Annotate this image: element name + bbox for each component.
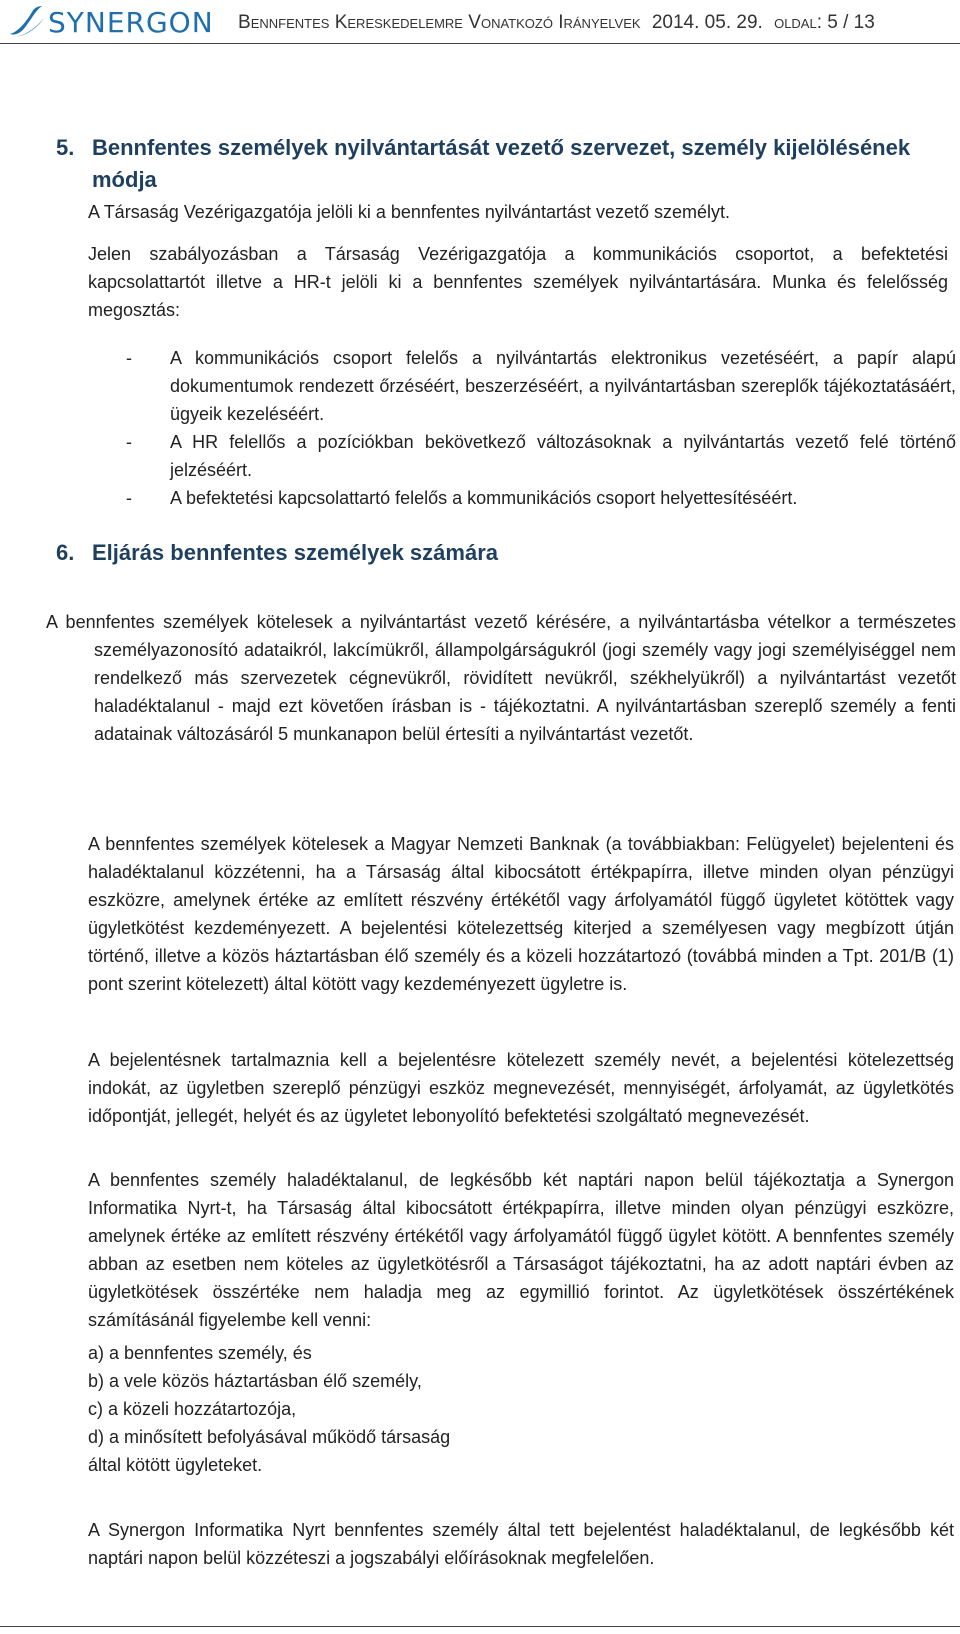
section-title: Eljárás bennfentes személyek számára: [92, 540, 499, 565]
paragraph: A Synergon Informatika Nyrt bennfentes személy által tett bejelentést haladéktalanul, de legkésőbb két naptári napon belül közzéteszi a jogszabályi előírásoknak megfelelően.: [88, 1520, 954, 1568]
title-word-3: onatkozó: [480, 12, 559, 33]
list-item: [126, 344, 956, 428]
paragraph: A bennfentes személyek kötelesek a nyilvántartást vezető kérésére, a nyilvántartásba vételkor a természetes személyazonosító adataikról, lakcímükről, állampolgárságukról (jogi személy vagy jogi személyiséggel nem rendelkező más szervezetek cégnevükről, rövidített nevükről, székhelyükről) a nyilvántartást vezetőt haladéktalanul - majd ezt követően írásban is - tájékoztatni. A nyilvántartásban szereplő személy a fenti adatainak változásáról 5 munkanapon belül értesíti a nyilvántartást vezetőt.: [46, 612, 956, 744]
list-item-text: A HR felellős a pozíciókban bekövetkező változásoknak a nyilvántartás vezető felé történő jelzéséért.: [170, 432, 956, 480]
paragraph: Jelen szabályozásban a Társaság Vezérigazgatója a kommunikációs csoportot, a befektetési kapcsolattartót illetve a HR-t jelöli ki a bennfentes személyek nyilvántartására. Munka és felelősség megosztás:: [88, 244, 948, 320]
section-title-line1: Bennfentes személyek nyilvántartását vezető szervezet, személy kijelölésének: [92, 135, 911, 160]
transaction-list: [88, 1339, 450, 1479]
list-dash: -: [126, 432, 132, 452]
list-item: [126, 428, 956, 484]
title-word-1: ennfentes: [250, 12, 335, 33]
paragraph: A Társaság Vezérigazgatója jelöli ki a bennfentes nyilvántartást vezető személyt.: [88, 202, 731, 222]
list-dash: -: [126, 488, 132, 508]
title-word-2: ereskedelemre: [347, 12, 469, 33]
list-item: által kötött ügyleteket.: [88, 1455, 263, 1475]
list-item: d) a minősített befolyásával működő társaság: [88, 1427, 451, 1447]
list-item-text: A kommunikációs csoport felelős a nyilvántartás elektronikus vezetéséért, a papír alapú dokumentumok rendezett őrzéséért, beszerzéséért, a nyilvántartásban szereplők tájékoztatásáért, ügyeik kezeléséért.: [170, 348, 956, 424]
section-number: 6.: [56, 540, 75, 565]
responsibility-list: [126, 344, 956, 512]
list-item: c) a közeli hozzátartozója,: [88, 1399, 297, 1419]
header-date: 2014. 05. 29.: [651, 12, 763, 33]
list-item: [126, 484, 956, 512]
list-dash: -: [126, 348, 132, 368]
section-title-line2: módja: [92, 167, 157, 192]
page-number: 5 / 13: [827, 12, 875, 33]
title-initial-i: I: [558, 12, 564, 33]
section-6-heading: [56, 540, 498, 566]
title-initial-v: V: [468, 12, 481, 33]
list-item: b) a vele közös háztartásban élő személy,: [88, 1371, 422, 1391]
section-number: 5.: [56, 135, 75, 160]
page-header: [0, 0, 960, 44]
list-item-text: A befektetési kapcsolattartó felelős a kommunikációs csoport helyettesítéséért.: [170, 488, 798, 508]
paragraph: A bennfentes személyek kötelesek a Magyar Nemzeti Banknak (a továbbiakban: Felügyelet) bejelenteni és haladéktalanul közzétenni, ha a Társaság által kibocsátott értékpapírra, illetve minden olyan pénzügyi eszközre, amelynek értéke az említett részvény értékétől vagy árfolyamától függő ügyletet kötöttek vagy ügyletkötést kezdeményezett. A bejelentési kötelezettség kiterjed a személyesen vagy megbízott útján történő, illetve a közös háztartásban élő személy és a közeli hozzátartozó (továbbá minden a Tpt. 201/B (1) pont szerint kötelezett) által kötött vagy kezdeményezett ügyletre is.: [88, 834, 954, 994]
company-logo: [6, 4, 214, 40]
title-initial-k: K: [334, 12, 348, 33]
synergon-swoosh-icon: [6, 4, 46, 40]
document-header-title: [238, 12, 875, 34]
title-word-4: rányelvek: [563, 12, 641, 33]
title-initial-b: B: [238, 12, 251, 33]
header-divider: [0, 43, 960, 44]
footer-divider: [0, 1626, 960, 1627]
paragraph: A bejelentésnek tartalmaznia kell a bejelentésre kötelezett személy nevét, a bejelentési kötelezettség indokát, az ügyletben szereplő pénzügyi eszköz megnevezését, mennyiségét, árfolyamát, az ügyletkötés időpontját, jellegét, helyét és az ügyletet lebonyolító befektetési szolgáltató megnevezését.: [88, 1050, 954, 1126]
section-5-heading: [56, 132, 936, 196]
logo-text: SYNERGON: [48, 5, 214, 39]
page-label: oldal:: [774, 12, 822, 33]
paragraph: A bennfentes személy haladéktalanul, de legkésőbb két naptári napon belül tájékoztatja a Synergon Informatika Nyrt-t, ha Társaság által kibocsátott értékpapírra, illetve minden olyan pénzügyi eszközre, amelynek értéke az említett részvény értékétől vagy árfolyamától függő ügylet kötött. A bennfentes személy abban az esetben nem köteles az ügyletkötésről a Társaságot tájékoztatni, ha az adott naptári évben az ügyletkötések összértéke nem haladja meg az egymillió forintot. Az ügyletkötések összértékének számításánál figyelembe kell venni:: [88, 1170, 954, 1330]
list-item: a) a bennfentes személy, és: [88, 1343, 312, 1363]
